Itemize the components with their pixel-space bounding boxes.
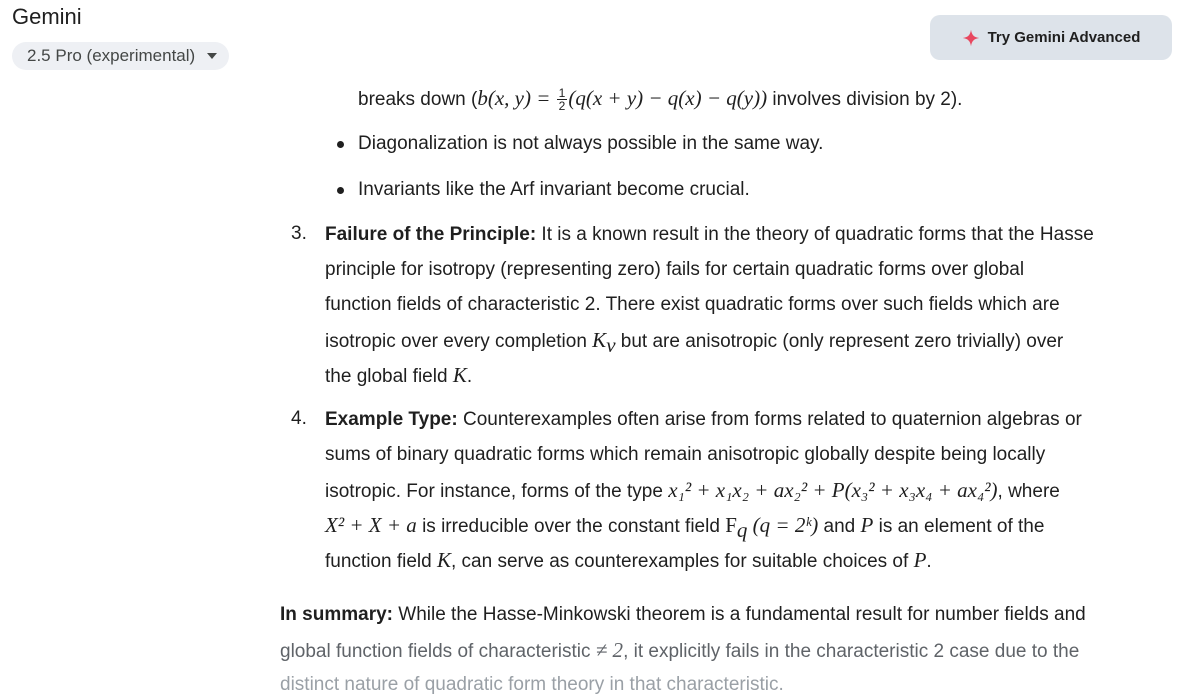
app-title: Gemini bbox=[12, 4, 82, 29]
fraction: $\frac{1}{2}$ bbox=[558, 86, 566, 114]
list-item-line: isotropic over every completion $K_v$ but are anisotropic (only represent zero trivially) over bbox=[325, 328, 1064, 357]
bullet-item: Invariants like the Arf invariant become crucial. bbox=[358, 179, 750, 200]
try-gemini-advanced-label: Try Gemini Advanced bbox=[987, 29, 1141, 46]
list-number: 4. bbox=[291, 408, 307, 429]
summary-heading: In summary: bbox=[280, 604, 393, 625]
list-item-line: X² + X + a is irreducible over the constant field $F_q$ (q = 2ᵏ) and P is an element of the bbox=[325, 513, 1045, 542]
list-item-heading: Example Type: bbox=[325, 409, 458, 430]
list-item-heading: Failure of the Principle: bbox=[325, 224, 537, 245]
list-item-line: principle for isotropy (representing zero) fails for certain quadratic forms over global bbox=[325, 259, 1025, 280]
summary-line: global function fields of characteristic ≠ 2, it explicitly fails in the characteristic 2 case due to the bbox=[280, 638, 1080, 662]
summary-line: distinct nature of quadratic form theory in that characteristic. bbox=[280, 674, 784, 695]
continued-text-line: breaks down (b(x, y) = $\frac{1}{2}$ (q(x + y) − q(x) − q(y)) involves division by 2). bbox=[358, 86, 963, 114]
list-item-line: isotropic. For instance, forms of the type x₁² + x₁x₂ + ax₂² + P(x₃² + x₃x₄ + ax₄²), where bbox=[325, 478, 1060, 502]
bullet-item: Diagonalization is not always possible in the same way. bbox=[358, 133, 824, 154]
model-label: 2.5 Pro (experimental) bbox=[27, 46, 196, 65]
bullet-marker bbox=[337, 187, 344, 194]
list-item-line: Example Type: Counterexamples often arise from forms related to quaternion algebras or bbox=[325, 409, 1082, 430]
summary-line: In summary: While the Hasse-Minkowski theorem is a fundamental result for number fields and bbox=[280, 604, 1086, 625]
list-number: 3. bbox=[291, 223, 307, 244]
list-item-line: sums of binary quadratic forms which remain anisotropic globally despite being locally bbox=[325, 444, 1046, 465]
list-item-line: function field K, can serve as counterexamples for suitable choices of P. bbox=[325, 548, 932, 572]
list-item-line: the global field K. bbox=[325, 363, 473, 387]
bullet-marker bbox=[337, 141, 344, 148]
list-item-line: Failure of the Principle: It is a known result in the theory of quadratic forms that the Hasse bbox=[325, 224, 1094, 245]
list-item-line: function fields of characteristic 2. There exist quadratic forms over such fields which are bbox=[325, 294, 1060, 315]
